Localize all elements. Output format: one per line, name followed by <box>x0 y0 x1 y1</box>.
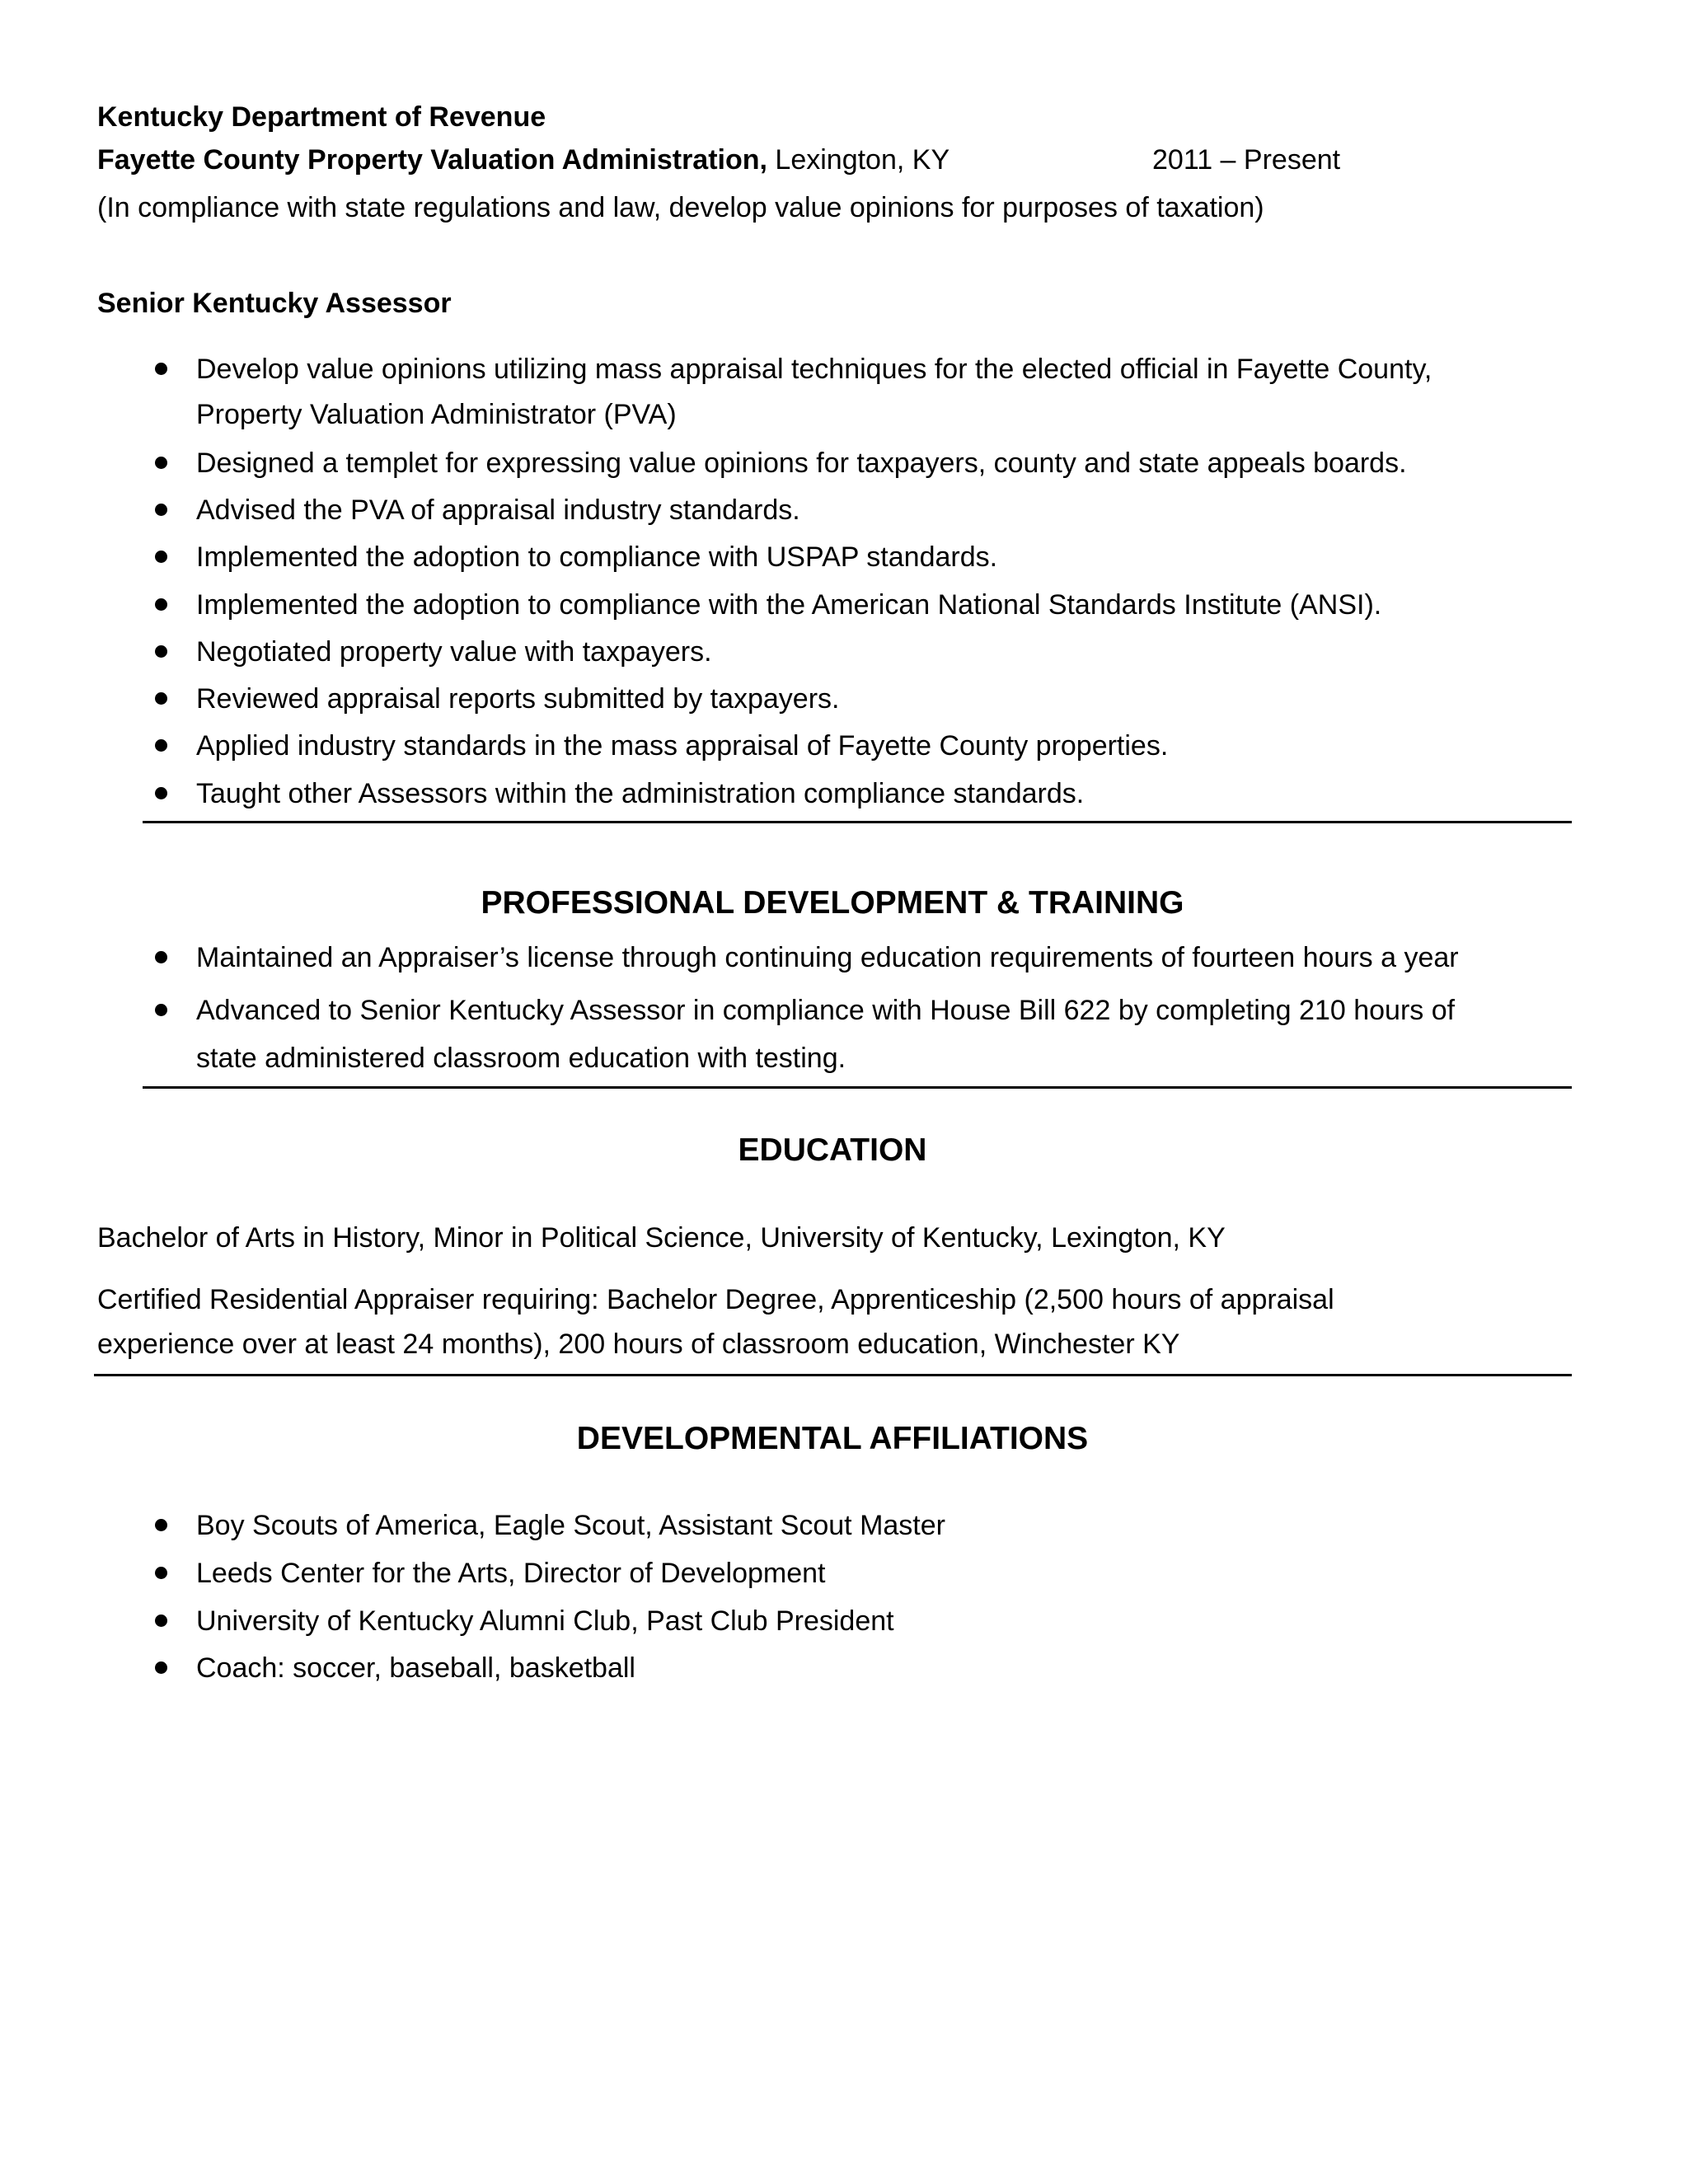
professional-development-list <box>0 940 1581 1076</box>
job-title: Senior Kentucky Assessor <box>97 288 452 319</box>
bullet-icon <box>155 1615 167 1627</box>
bullet-icon <box>155 787 167 799</box>
bullet-icon <box>155 645 167 658</box>
education-certification-line1: Certified Residential Appraiser requiring: Bachelor Degree, Apprenticeship (2,500 hours of appraisal <box>97 1284 1334 1315</box>
list-item: Reviewed appraisal reports submitted by taxpayers. <box>0 681 1581 728</box>
bullet-icon <box>155 363 167 375</box>
employer-location: Lexington, KY <box>775 144 950 176</box>
list-item: University of Kentucky Alumni Club, Past Club President <box>0 1603 1581 1650</box>
list-item: Taught other Assessors within the administration compliance standards. <box>0 776 1581 812</box>
list-item: Coach: soccer, baseball, basketball <box>0 1650 1581 1686</box>
professional-development-heading: PROFESSIONAL DEVELOPMENT & TRAINING <box>481 885 1184 921</box>
education-certification-line2: experience over at least 24 months), 200 hours of classroom education, Winchester KY <box>97 1329 1180 1360</box>
list-item: Advised the PVA of appraisal industry standards. <box>0 492 1581 539</box>
employer-description: (In compliance with state regulations and law, develop value opinions for purposes of taxation) <box>97 192 1264 223</box>
section-divider <box>143 821 1572 823</box>
section-divider <box>143 1086 1572 1089</box>
list-item: Maintained an Appraiser’s license through continuing education requirements of fourteen hours a year <box>0 940 1581 992</box>
bullet-icon <box>155 739 167 752</box>
bullet-icon <box>155 551 167 563</box>
bullet-icon <box>155 598 167 611</box>
list-item: Boy Scouts of America, Eagle Scout, Assistant Scout Master <box>0 1507 1581 1555</box>
employer-department: Kentucky Department of Revenue <box>97 101 546 133</box>
affiliations-list <box>0 1507 1581 1686</box>
section-divider <box>94 1374 1572 1376</box>
bullet-icon <box>155 1567 167 1579</box>
list-item: Applied industry standards in the mass appraisal of Fayette County properties. <box>0 728 1581 776</box>
list-item-continuation: Property Valuation Administrator (PVA) <box>196 399 677 430</box>
employment-dates: 2011 – Present <box>1152 144 1341 176</box>
employer-office-line <box>97 142 950 178</box>
bullet-icon <box>155 951 167 963</box>
employer-office: Fayette County Property Valuation Administration, <box>97 144 767 176</box>
list-item: Leeds Center for the Arts, Director of Development <box>0 1555 1581 1603</box>
bullet-icon <box>155 692 167 705</box>
education-degree: Bachelor of Arts in History, Minor in Political Science, University of Kentucky, Lexington, KY <box>97 1222 1226 1254</box>
list-item: Implemented the adoption to compliance with USPAP standards. <box>0 539 1581 587</box>
list-item: Implemented the adoption to compliance with the American National Standards Institute (ANSI). <box>0 587 1581 634</box>
list-item: Negotiated property value with taxpayers. <box>0 634 1581 681</box>
bullet-icon <box>155 457 167 469</box>
list-item: Designed a templet for expressing value opinions for taxpayers, county and state appeals boards. <box>0 445 1581 492</box>
list-item: Develop value opinions utilizing mass appraisal techniques for the elected official in Fayette County, <box>0 351 1581 396</box>
bullet-icon <box>155 504 167 516</box>
list-item: Advanced to Senior Kentucky Assessor in compliance with House Bill 622 by completing 210 hours of <box>0 992 1581 1040</box>
education-heading: EDUCATION <box>738 1132 927 1168</box>
bullet-icon <box>155 1004 167 1016</box>
bullet-icon <box>155 1661 167 1674</box>
job-bullet-list <box>0 351 1581 812</box>
list-item-continuation: state administered classroom education with testing. <box>196 1043 846 1074</box>
bullet-icon <box>155 1519 167 1531</box>
affiliations-heading: DEVELOPMENTAL AFFILIATIONS <box>576 1421 1089 1456</box>
